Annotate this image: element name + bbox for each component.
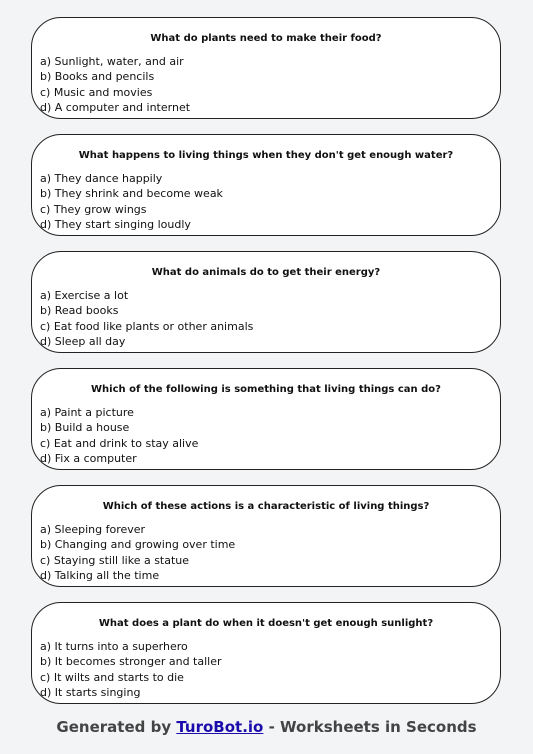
question-card-5 [31, 485, 501, 587]
options-list [40, 288, 500, 349]
question-card-6 [31, 602, 501, 704]
question-text: Which of these actions is a characteristic of living things? [102, 501, 430, 512]
option-c: c) Music and movies [40, 85, 153, 99]
option-a: a) Exercise a lot [40, 289, 129, 302]
option-c: c) Eat and drink to stay alive [40, 436, 199, 450]
option-c: c) It wilts and starts to die [40, 670, 184, 684]
question-text: What happens to living things when they don't get enough water? [78, 150, 454, 161]
option-d: d) It starts singing [40, 685, 141, 699]
option-b: b) Read books [40, 304, 119, 318]
options-list [40, 171, 500, 232]
option-c: c) Eat food like plants or other animals [40, 319, 254, 333]
options-list [40, 522, 500, 583]
option-b: b) Changing and growing over time [40, 538, 236, 552]
question-text: What does a plant do when it doesn't get enough sunlight? [98, 618, 434, 629]
option-d: d) Sleep all day [40, 334, 126, 348]
options-list [40, 405, 500, 466]
footer [0, 718, 533, 736]
option-a: a) They dance happily [40, 172, 163, 185]
question-text: Which of the following is something that living things can do? [91, 384, 441, 395]
options-list [40, 639, 500, 700]
option-a: a) Sleeping forever [40, 523, 146, 536]
question-text: What do plants need to make their food? [150, 33, 382, 44]
option-b: b) Build a house [40, 421, 130, 435]
question-card-4 [31, 368, 501, 470]
option-a: a) Paint a picture [40, 406, 134, 419]
option-c: c) Staying still like a statue [40, 553, 190, 567]
question-text: What do animals do to get their energy? [151, 267, 381, 278]
footer-suffix: - Worksheets in Seconds [263, 718, 477, 736]
options-list [40, 54, 500, 115]
option-a: a) Sunlight, water, and air [40, 55, 184, 68]
turobot-link[interactable]: TuroBot.io [176, 718, 264, 736]
question-card-2 [31, 134, 501, 236]
option-b: b) Books and pencils [40, 70, 155, 84]
question-card-3 [31, 251, 501, 353]
option-b: b) They shrink and become weak [40, 187, 223, 201]
option-d: d) They start singing loudly [40, 217, 191, 231]
option-d: d) Fix a computer [40, 451, 137, 465]
footer-prefix: Generated by [56, 718, 177, 736]
option-b: b) It becomes stronger and taller [40, 655, 222, 669]
option-a: a) It turns into a superhero [40, 640, 188, 653]
option-d: d) A computer and internet [40, 100, 191, 114]
question-card-1 [31, 17, 501, 119]
option-d: d) Talking all the time [40, 568, 160, 582]
option-c: c) They grow wings [40, 202, 147, 216]
